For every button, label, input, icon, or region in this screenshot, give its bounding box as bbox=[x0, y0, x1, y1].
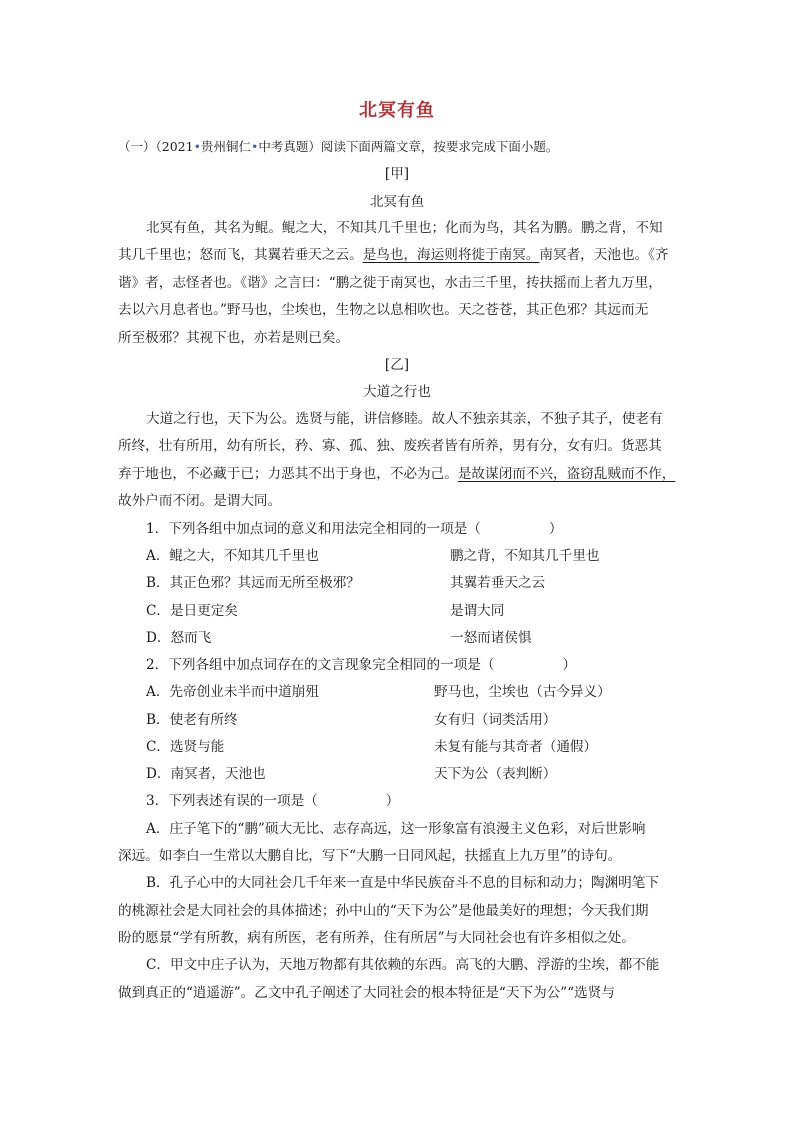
passage-jia-line: 其几千里也；怒而飞，其翼若垂天之云。是鸟也，海运则将徙于南冥。南冥者，天池也。《齐 bbox=[118, 247, 669, 263]
option-c-compare: 是谓大同 bbox=[450, 603, 505, 619]
question-stem: 3．下列表述有误的一项是（ ） bbox=[146, 793, 400, 809]
question-stem: 1．下列各组中加点词的意义和用法完全相同的一项是（ ） bbox=[146, 521, 563, 537]
option-a[interactable]: A．鲲之大，不知其几千里也 bbox=[146, 548, 319, 564]
passage-yi-line: 弃于地也，不必藏于已；力恶其不出于身也，不必为己。是故谋闭而不兴，盗窃乱贼而不作， bbox=[118, 466, 676, 482]
passage-jia-line: 谐》者，志怪者也。《谐》之言曰：“鹏之徙于南冥也，水击三千里，抟扶摇而上者九万里， bbox=[118, 275, 662, 291]
option-c-compare: 未复有能与其奇者（通假） bbox=[434, 739, 598, 755]
option-b-cont: 盼的愿景“学有所教，病有所医，老有所养，住有所居”与大同社会也有许多相似之处。 bbox=[118, 930, 635, 946]
option-d-compare: 一怒而诸侯惧 bbox=[450, 630, 532, 646]
intro-line: （一）（2021•贵州铜仁•中考真题）阅读下面两篇文章，按要求完成下面小题。 bbox=[118, 139, 559, 154]
option-b[interactable]: B．其正色邪？其远而无所至极邪？ bbox=[146, 575, 360, 591]
question-stem: 2．下列各组中加点词存在的文言现象完全相同的一项是（ ） bbox=[146, 657, 577, 673]
option-a-compare: 野马也，尘埃也（古今异义） bbox=[434, 684, 611, 700]
passage-yi-line: 所终，壮有所用，幼有所长，矜、寡、孤、独、废疾者皆有所养，男有分，女有归。货恶其 bbox=[118, 438, 662, 454]
option-b-compare: 女有归（词类活用） bbox=[434, 712, 557, 728]
option-b-cont: 的桃源社会是大同社会的具体描述；孙中山的“天下为公”是他最美好的理想；今天我们期 bbox=[118, 903, 649, 919]
option-a-compare: 鹏之背，不知其几千里也 bbox=[450, 548, 600, 564]
underlined-sentence: 是故谋闭而不兴，盗窃乱贼而不作， bbox=[457, 466, 676, 482]
passage-jia-heading: 北冥有鱼 bbox=[369, 194, 425, 210]
option-d-compare: 天下为公（表判断） bbox=[434, 766, 557, 782]
option-c-cont: 做到真正的“逍遥游”。乙文中孔子阐述了大同社会的根本特征是“天下为公”“选贤与 bbox=[118, 985, 615, 1001]
option-c[interactable]: C．选贤与能 bbox=[146, 739, 225, 755]
option-a-cont: 深远。如李白一生常以大鹏自比，写下“大鹏一日同风起，扶摇直上九万里”的诗句。 bbox=[118, 848, 622, 864]
passage-jia-label: [甲] bbox=[384, 166, 410, 182]
option-b[interactable]: B．孔子心中的大同社会几千年来一直是中华民族奋斗不息的目标和动力；陶渊明笔下 bbox=[146, 875, 659, 891]
option-c[interactable]: C．是日更定矣 bbox=[146, 603, 238, 619]
passage-yi-line: 大道之行也，天下为公。选贤与能，讲信修睦。故人不独亲其亲，不独子其子，使老有 bbox=[146, 411, 663, 427]
passage-yi-label: [乙] bbox=[384, 357, 410, 373]
option-a[interactable]: A．先帝创业未半而中道崩殂 bbox=[146, 684, 319, 700]
page-title: 北冥有鱼 bbox=[359, 100, 435, 121]
passage-yi-line: 故外户而不闭。是谓大同。 bbox=[118, 493, 282, 509]
passage-jia-line: 去以六月息者也。”野马也，尘埃也，生物之以息相吹也。天之苍苍，其正色邪？其远而无 bbox=[118, 302, 649, 318]
option-c[interactable]: C．甲文中庄子认为，天地万物都有其依赖的东西。高飞的大鹏、浮游的尘埃，都不能 bbox=[146, 957, 660, 973]
underlined-sentence: 是鸟也，海运则将徙于南冥。 bbox=[362, 247, 540, 263]
passage-jia-line: 所至极邪？其视下也，亦若是则已矣。 bbox=[118, 330, 350, 346]
option-a[interactable]: A．庄子笔下的“鹏”硕大无比、志存高远，这一形象富有浪漫主义色彩，对后世影响 bbox=[146, 821, 646, 837]
passage-yi-heading: 大道之行也 bbox=[363, 384, 431, 400]
option-d[interactable]: D．南冥者，天池也 bbox=[146, 766, 266, 782]
option-d[interactable]: D．怒而飞 bbox=[146, 630, 212, 646]
passage-jia-line: 北冥有鱼，其名为鲲。鲲之大，不知其几千里也；化而为鸟，其名为鹏。鹏之背，不知 bbox=[146, 220, 663, 236]
option-b-compare: 其翼若垂天之云 bbox=[450, 575, 546, 591]
option-b[interactable]: B．使老有所终 bbox=[146, 712, 238, 728]
